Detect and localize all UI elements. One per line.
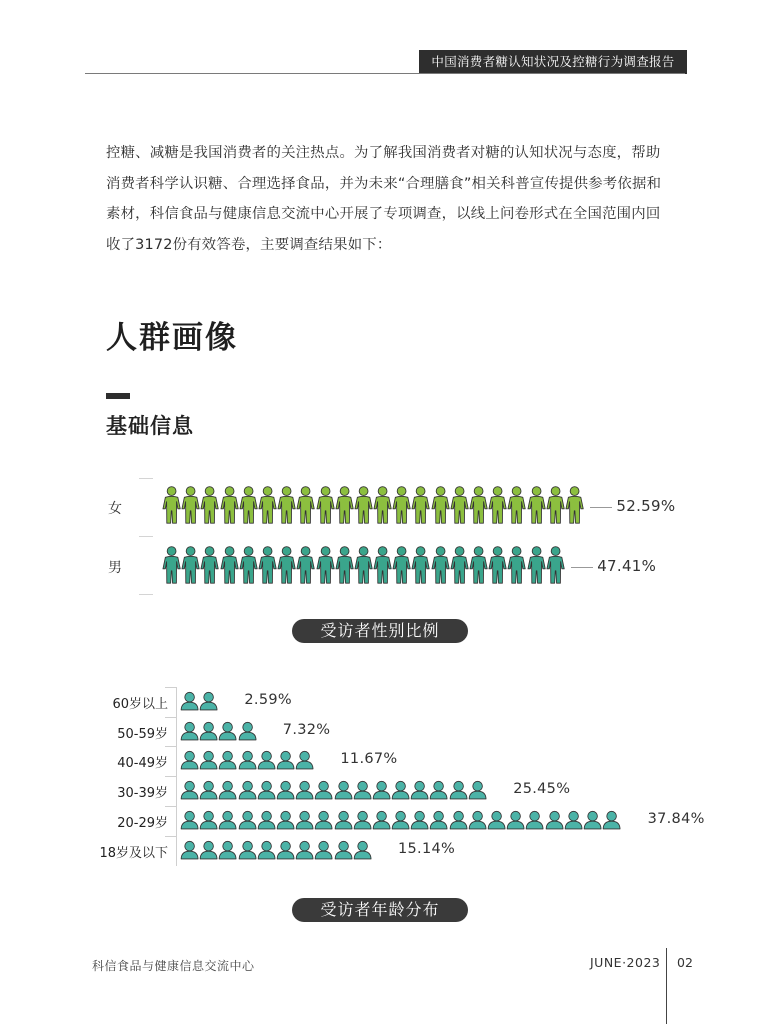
male-person-icon bbox=[488, 545, 507, 585]
female-person-icon bbox=[392, 485, 411, 525]
person-bust-icon bbox=[334, 810, 353, 830]
age-axis-tick bbox=[165, 746, 177, 747]
person-bust-icon bbox=[199, 691, 218, 711]
male-person-icon bbox=[296, 545, 315, 585]
age-group-label: 50-59岁 bbox=[117, 726, 168, 742]
male-person-icon bbox=[411, 545, 430, 585]
female-person-icon bbox=[296, 485, 315, 525]
person-bust-icon bbox=[314, 840, 333, 860]
female-person-icon bbox=[220, 485, 239, 525]
age-axis-tick bbox=[165, 836, 177, 837]
person-bust-icon bbox=[391, 780, 410, 800]
person-bust-icon bbox=[583, 810, 602, 830]
axis-tick bbox=[139, 594, 153, 595]
male-person-icon bbox=[220, 545, 239, 585]
leader-line bbox=[571, 567, 593, 568]
person-bust-icon bbox=[218, 780, 237, 800]
footer-date: JUNE·2023 bbox=[590, 955, 661, 970]
female-person-icon bbox=[565, 485, 584, 525]
age-percent: 37.84% bbox=[647, 810, 705, 827]
female-person-icon bbox=[546, 485, 565, 525]
report-title-banner: 中国消费者糖认知状况及控糖行为调查报告 bbox=[419, 50, 687, 74]
female-person-icon bbox=[277, 485, 296, 525]
person-bust-icon bbox=[353, 810, 372, 830]
person-bust-icon bbox=[276, 780, 295, 800]
female-person-icon bbox=[450, 485, 469, 525]
age-axis-tick bbox=[165, 776, 177, 777]
gender-chart-caption: 受访者性别比例 bbox=[292, 619, 468, 643]
male-person-icon bbox=[277, 545, 296, 585]
person-bust-icon bbox=[218, 810, 237, 830]
male-percent: 47.41% bbox=[597, 557, 657, 575]
person-bust-icon bbox=[429, 780, 448, 800]
male-person-icon bbox=[392, 545, 411, 585]
female-person-icon bbox=[316, 485, 335, 525]
male-person-icon bbox=[373, 545, 392, 585]
intro-line: 消费者科学认识糖、合理选择食品，并为未来“合理膳食”相关科普宣传提供参考依据和 bbox=[106, 175, 662, 192]
leader-line bbox=[590, 507, 612, 508]
person-bust-icon bbox=[218, 750, 237, 770]
person-bust-icon bbox=[199, 721, 218, 741]
person-bust-icon bbox=[257, 840, 276, 860]
male-person-icon bbox=[181, 545, 200, 585]
intro-line: 素材，科信食品与健康信息交流中心开展了专项调查，以线上问卷形式在全国范围内回 bbox=[106, 206, 661, 222]
person-bust-icon bbox=[218, 721, 237, 741]
person-bust-icon bbox=[276, 810, 295, 830]
age-icon-row bbox=[180, 780, 487, 802]
female-person-icon bbox=[200, 485, 219, 525]
age-icon-row bbox=[180, 750, 314, 772]
female-percent: 52.59% bbox=[616, 497, 676, 515]
intro-line: 控糖、减糖是我国消费者的关注热点。为了解我国消费者对糖的认知状况与态度，帮助 bbox=[106, 145, 661, 161]
female-person-icon bbox=[527, 485, 546, 525]
person-bust-icon bbox=[218, 840, 237, 860]
person-bust-icon bbox=[449, 780, 468, 800]
female-person-icon bbox=[488, 485, 507, 525]
person-bust-icon bbox=[410, 810, 429, 830]
header-rule bbox=[85, 73, 685, 74]
person-bust-icon bbox=[180, 840, 199, 860]
male-person-icon bbox=[546, 545, 565, 585]
female-person-icon bbox=[354, 485, 373, 525]
person-bust-icon bbox=[487, 810, 506, 830]
intro-paragraph bbox=[106, 138, 662, 260]
person-bust-icon bbox=[468, 810, 487, 830]
male-label: 男 bbox=[108, 560, 122, 576]
age-percent: 25.45% bbox=[513, 781, 571, 798]
age-group-label: 18岁及以下 bbox=[99, 845, 168, 861]
age-group-label: 40-49岁 bbox=[117, 756, 168, 772]
age-icon-row bbox=[180, 810, 621, 832]
person-bust-icon bbox=[602, 810, 621, 830]
female-person-icon bbox=[469, 485, 488, 525]
age-axis-tick bbox=[165, 717, 177, 718]
female-icon-row bbox=[162, 485, 584, 525]
person-bust-icon bbox=[314, 810, 333, 830]
footer-divider bbox=[666, 948, 667, 1024]
person-bust-icon bbox=[257, 810, 276, 830]
subsection-title: 基础信息 bbox=[106, 414, 194, 438]
female-person-icon bbox=[239, 485, 258, 525]
axis-tick bbox=[139, 536, 153, 537]
person-bust-icon bbox=[295, 750, 314, 770]
person-bust-icon bbox=[564, 810, 583, 830]
age-group-label: 20-29岁 bbox=[117, 815, 168, 831]
male-person-icon bbox=[316, 545, 335, 585]
male-person-icon bbox=[239, 545, 258, 585]
male-person-icon bbox=[431, 545, 450, 585]
person-bust-icon bbox=[238, 780, 257, 800]
person-bust-icon bbox=[353, 840, 372, 860]
female-person-icon bbox=[431, 485, 450, 525]
person-bust-icon bbox=[276, 840, 295, 860]
age-percent: 7.32% bbox=[282, 721, 331, 738]
female-person-icon bbox=[507, 485, 526, 525]
person-bust-icon bbox=[199, 810, 218, 830]
person-bust-icon bbox=[334, 840, 353, 860]
page-number: 02 bbox=[677, 955, 693, 970]
male-person-icon bbox=[469, 545, 488, 585]
person-bust-icon bbox=[295, 810, 314, 830]
person-bust-icon bbox=[257, 750, 276, 770]
person-bust-icon bbox=[372, 810, 391, 830]
age-icon-row bbox=[180, 691, 218, 713]
person-bust-icon bbox=[468, 780, 487, 800]
intro-line: 收了3172份有效答卷，主要调查结果如下： bbox=[106, 236, 392, 253]
person-bust-icon bbox=[199, 840, 218, 860]
person-bust-icon bbox=[199, 750, 218, 770]
female-label: 女 bbox=[108, 501, 122, 517]
person-bust-icon bbox=[238, 721, 257, 741]
person-bust-icon bbox=[238, 810, 257, 830]
person-bust-icon bbox=[410, 780, 429, 800]
age-percent: 15.14% bbox=[398, 840, 456, 857]
person-bust-icon bbox=[276, 750, 295, 770]
female-person-icon bbox=[258, 485, 277, 525]
male-person-icon bbox=[258, 545, 277, 585]
person-bust-icon bbox=[238, 840, 257, 860]
person-bust-icon bbox=[180, 691, 199, 711]
female-person-icon bbox=[373, 485, 392, 525]
person-bust-icon bbox=[180, 721, 199, 741]
axis-tick bbox=[139, 478, 153, 479]
age-percent: 11.67% bbox=[340, 751, 398, 768]
person-bust-icon bbox=[429, 810, 448, 830]
person-bust-icon bbox=[391, 810, 410, 830]
female-person-icon bbox=[181, 485, 200, 525]
male-person-icon bbox=[507, 545, 526, 585]
person-bust-icon bbox=[180, 810, 199, 830]
male-person-icon bbox=[162, 545, 181, 585]
male-person-icon bbox=[450, 545, 469, 585]
person-bust-icon bbox=[525, 810, 544, 830]
person-bust-icon bbox=[199, 780, 218, 800]
female-person-icon bbox=[411, 485, 430, 525]
person-bust-icon bbox=[180, 780, 199, 800]
male-icon-row bbox=[162, 545, 565, 585]
section-title: 人群画像 bbox=[106, 320, 238, 356]
person-bust-icon bbox=[334, 780, 353, 800]
male-person-icon bbox=[527, 545, 546, 585]
person-bust-icon bbox=[372, 780, 391, 800]
person-bust-icon bbox=[353, 780, 372, 800]
subtitle-marker bbox=[106, 393, 130, 399]
female-person-icon bbox=[335, 485, 354, 525]
person-bust-icon bbox=[257, 780, 276, 800]
person-bust-icon bbox=[295, 840, 314, 860]
female-person-icon bbox=[162, 485, 181, 525]
person-bust-icon bbox=[449, 810, 468, 830]
person-bust-icon bbox=[506, 810, 525, 830]
male-person-icon bbox=[335, 545, 354, 585]
age-group-label: 60岁以上 bbox=[112, 697, 168, 712]
person-bust-icon bbox=[295, 780, 314, 800]
person-bust-icon bbox=[238, 750, 257, 770]
age-icon-row bbox=[180, 721, 257, 743]
person-bust-icon bbox=[314, 780, 333, 800]
male-person-icon bbox=[354, 545, 373, 585]
age-icon-row bbox=[180, 840, 372, 862]
footer-organization: 科信食品与健康信息交流中心 bbox=[92, 959, 255, 973]
age-axis-tick bbox=[165, 806, 177, 807]
age-axis-tick bbox=[165, 687, 177, 688]
age-group-label: 30-39岁 bbox=[117, 786, 168, 802]
age-chart-caption: 受访者年龄分布 bbox=[292, 898, 468, 922]
male-person-icon bbox=[200, 545, 219, 585]
person-bust-icon bbox=[180, 750, 199, 770]
age-percent: 2.59% bbox=[244, 692, 292, 708]
person-bust-icon bbox=[545, 810, 564, 830]
